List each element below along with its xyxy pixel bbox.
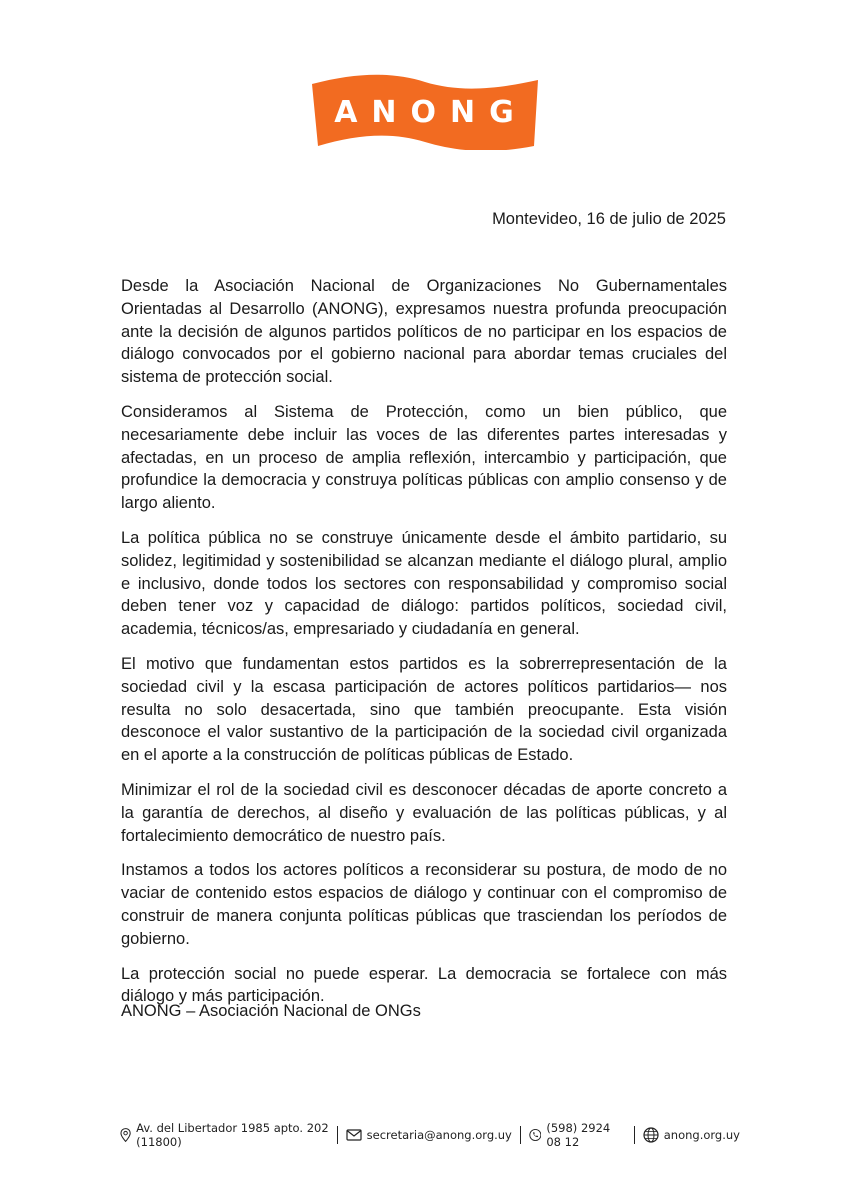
email-text[interactable]: secretaria@anong.org.uy <box>366 1128 512 1142</box>
letter-date: Montevideo, 16 de julio de 2025 <box>492 210 726 228</box>
footer-website[interactable] <box>643 1127 740 1143</box>
paragraph: Desde la Asociación Nacional de Organizaciones No Gubernamentales Orientadas al Desarrollo (ANONG), expresamos nuestra profunda preocupación ante la decisión de algunos partidos políticos de no participar en los espacios de diálogo convocados por el gobierno nacional para abordar temas cruciales del sistema de protección social. <box>121 277 727 387</box>
paragraph: El motivo que fundamentan estos partidos es la sobrerrepresentación de la sociedad civil y la escasa participación de actores políticos partidarios— nos resulta no solo desacertada, sino que también preocupante. Esta visión desconoce el valor sustantivo de la participación de la sociedad civil organizada en el aporte a la construcción de políticas públicas de Estado. <box>121 654 727 765</box>
address-text: Av. del Libertador 1985 apto. 202 (11800) <box>136 1121 329 1149</box>
footer-address <box>120 1121 329 1149</box>
logo-text: ANONG <box>334 94 528 130</box>
paragraph: Consideramos al Sistema de Protección, como un bien público, que necesariamente debe incluir las voces de las diferentes partes interesadas y afectadas, en un proceso de amplia reflexión, intercambio y participación, que profundice la democracia y construya políticas públicas con amplio consenso y de largo aliento. <box>121 402 727 513</box>
divider <box>337 1126 338 1144</box>
divider <box>520 1126 521 1144</box>
divider <box>634 1126 635 1144</box>
paragraph: La protección social no puede esperar. La democracia se fortalece con más diálogo y más participación. <box>121 964 727 1006</box>
anong-logo <box>308 74 542 150</box>
website-text[interactable]: anong.org.uy <box>663 1128 740 1142</box>
signature: ANONG – Asociación Nacional de ONGs <box>121 1002 421 1020</box>
phone-icon <box>529 1127 542 1143</box>
footer-contact-bar <box>120 1123 740 1147</box>
location-pin-icon <box>120 1126 131 1144</box>
paragraph: La política pública no se construye únicamente desde el ámbito partidario, su solidez, legitimidad y sostenibilidad se alcanzan mediante el diálogo plural, amplio e inclusivo, donde todos los sectores con responsabilidad y compromiso social deben tener voz y capacidad de diálogo: partidos políticos, sociedad civil, academia, técnicos/as, empresariado y ciudadanía en general. <box>121 528 727 639</box>
email-icon <box>346 1129 362 1141</box>
letter-body <box>121 275 727 1020</box>
footer-phone[interactable] <box>529 1121 626 1149</box>
paragraph: Minimizar el rol de la sociedad civil es desconocer décadas de aporte concreto a la garantía de derechos, al diseño y evaluación de las políticas públicas, y al fortalecimiento democrático de nuestro país. <box>121 780 727 845</box>
phone-text[interactable]: (598) 2924 08 12 <box>546 1121 611 1149</box>
paragraph: Instamos a todos los actores políticos a reconsiderar su postura, de modo de no vaciar de contenido estos espacios de diálogo y continuar con el compromiso de construir de manera conjunta políticas públicas que trasciendan los períodos de gobierno. <box>121 861 727 948</box>
globe-icon <box>643 1127 659 1143</box>
footer-email[interactable] <box>346 1128 512 1142</box>
